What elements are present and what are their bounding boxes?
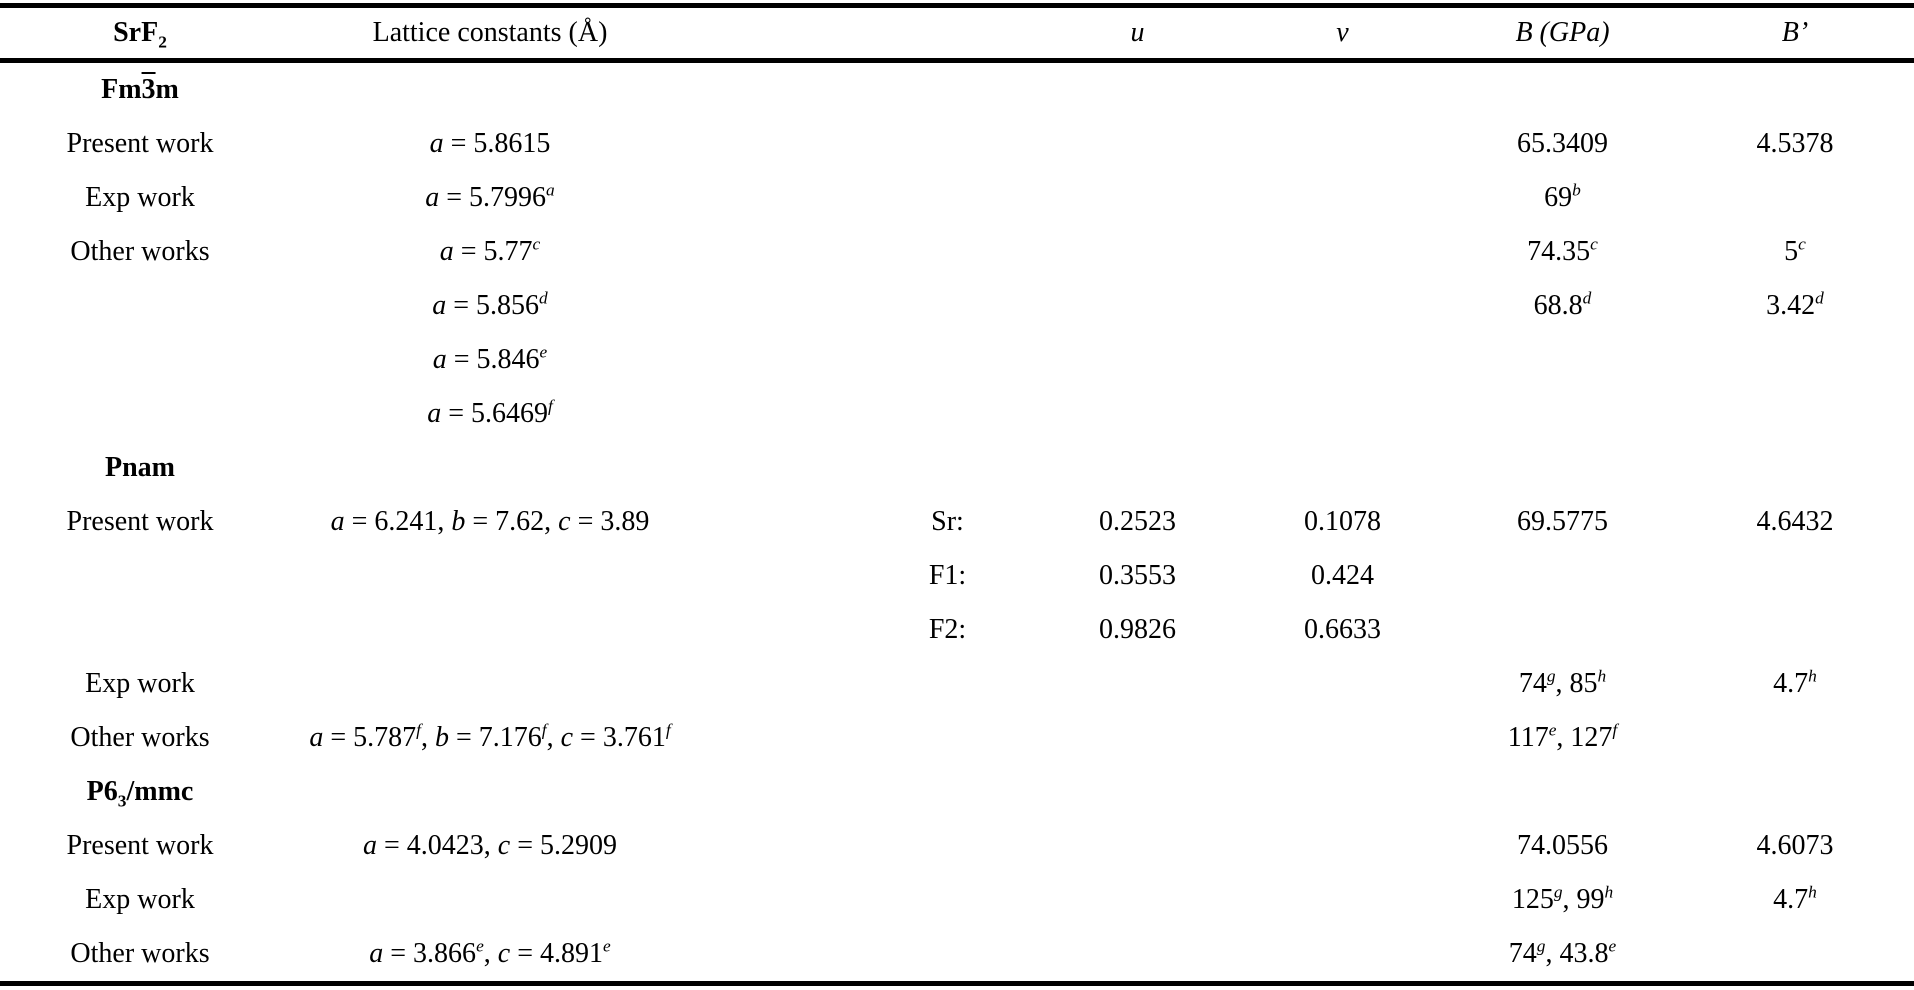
table-row — [0, 549, 1914, 603]
cell-label: Exp work — [85, 181, 195, 213]
cell-bulk-modulus: 117e, 127$^f$ — [1507, 720, 1618, 753]
cell-v: 0.1078 — [1304, 505, 1381, 537]
cell-b-prime: 4.7$^h$ — [1773, 666, 1817, 699]
cell-label: Present work — [66, 127, 214, 159]
table-row — [0, 495, 1914, 549]
header-v: v — [1336, 16, 1349, 48]
cell-bulk-modulus: 74.35$^c$ — [1527, 234, 1598, 267]
cell-lattice: a = 5.8615 — [429, 127, 551, 159]
cell-label: Pnam — [105, 451, 175, 483]
cell-label: Exp work — [85, 667, 195, 699]
cell-label: Other works — [70, 721, 210, 753]
cell-label: Other works — [70, 235, 210, 267]
table-row — [0, 117, 1914, 171]
cell-bulk-modulus: 69.5775 — [1517, 505, 1608, 537]
cell-b-prime: 4.5378 — [1756, 127, 1834, 159]
header-compound: SrF$_2$ — [113, 16, 167, 52]
cell-lattice: a = 5.787$^f$, b = 7.176$^f$, c = 3.761$^f$ — [309, 720, 671, 753]
table-row — [0, 657, 1914, 711]
cell-lattice: a = 5.856$^d$ — [432, 288, 548, 321]
table-row — [0, 333, 1914, 387]
table-row — [0, 603, 1914, 657]
cell-bulk-modulus: 125$^g$, 99$^h$ — [1511, 882, 1614, 915]
cell-bulk-modulus: 74.0556 — [1517, 829, 1608, 861]
cell-lattice: a = 5.6469$^f$ — [427, 396, 553, 429]
cell-label: Fm3m — [101, 73, 179, 105]
section-row-fm3m — [0, 63, 1914, 117]
cell-bulk-modulus: 74$^g$, 85$^h$ — [1518, 666, 1607, 699]
cell-bulk-modulus: 69$^b$ — [1544, 180, 1581, 213]
cell-atom: F1: — [928, 559, 967, 591]
table-row — [0, 711, 1914, 765]
cell-u: 0.9826 — [1099, 613, 1176, 645]
section-row-p63mmc — [0, 765, 1914, 819]
header-bulk-modulus: B (GPa) — [1515, 16, 1610, 48]
cell-label: Exp work — [85, 883, 195, 915]
cell-label: Other works — [70, 937, 210, 969]
cell-lattice: a = 6.241, b = 7.62, c = 3.89 — [330, 505, 650, 537]
cell-b-prime: 3.42$^d$ — [1766, 288, 1824, 321]
cell-label: $P6_3$/mmc — [86, 775, 194, 811]
table-row — [0, 873, 1914, 927]
cell-v: 0.6633 — [1304, 613, 1381, 645]
cell-label: Present work — [66, 829, 214, 861]
cell-label: Present work — [66, 505, 214, 537]
table-header-row — [0, 8, 1914, 58]
section-row-pnam — [0, 441, 1914, 495]
cell-v: 0.424 — [1311, 559, 1374, 591]
cell-bulk-modulus: 74$^g$, 43.8e — [1508, 936, 1617, 969]
cell-b-prime: 4.7$^h$ — [1773, 882, 1817, 915]
bottom-rule — [0, 981, 1914, 986]
cell-lattice: a = 5.7996$^a$ — [425, 180, 555, 213]
cell-lattice: a = 5.77$^c$ — [439, 234, 541, 267]
cell-b-prime: 4.6432 — [1756, 505, 1834, 537]
header-b-prime: B’ — [1781, 16, 1809, 48]
cell-b-prime: 5$^c$ — [1784, 234, 1806, 267]
cell-lattice: a = 4.0423, c = 5.2909 — [362, 829, 618, 861]
cell-bulk-modulus: 68.8$^d$ — [1533, 288, 1592, 321]
table-body — [0, 63, 1914, 981]
header-u: u — [1130, 16, 1145, 48]
cell-u: 0.2523 — [1099, 505, 1176, 537]
table-row — [0, 225, 1914, 279]
cell-atom: F2: — [928, 613, 967, 645]
table-row — [0, 387, 1914, 441]
cell-u: 0.3553 — [1099, 559, 1176, 591]
cell-lattice: a = 5.846$^e$ — [432, 342, 548, 375]
table-row — [0, 279, 1914, 333]
cell-atom: Sr: — [931, 505, 964, 537]
cell-lattice: a = 3.866$^e$, c = 4.891$^e$ — [369, 936, 611, 969]
cell-b-prime: 4.6073 — [1756, 829, 1834, 861]
table-row — [0, 927, 1914, 981]
table-row — [0, 171, 1914, 225]
table-row — [0, 819, 1914, 873]
cell-bulk-modulus: 65.3409 — [1517, 127, 1608, 159]
header-lattice-constants: Lattice constants (Å) — [372, 16, 608, 48]
